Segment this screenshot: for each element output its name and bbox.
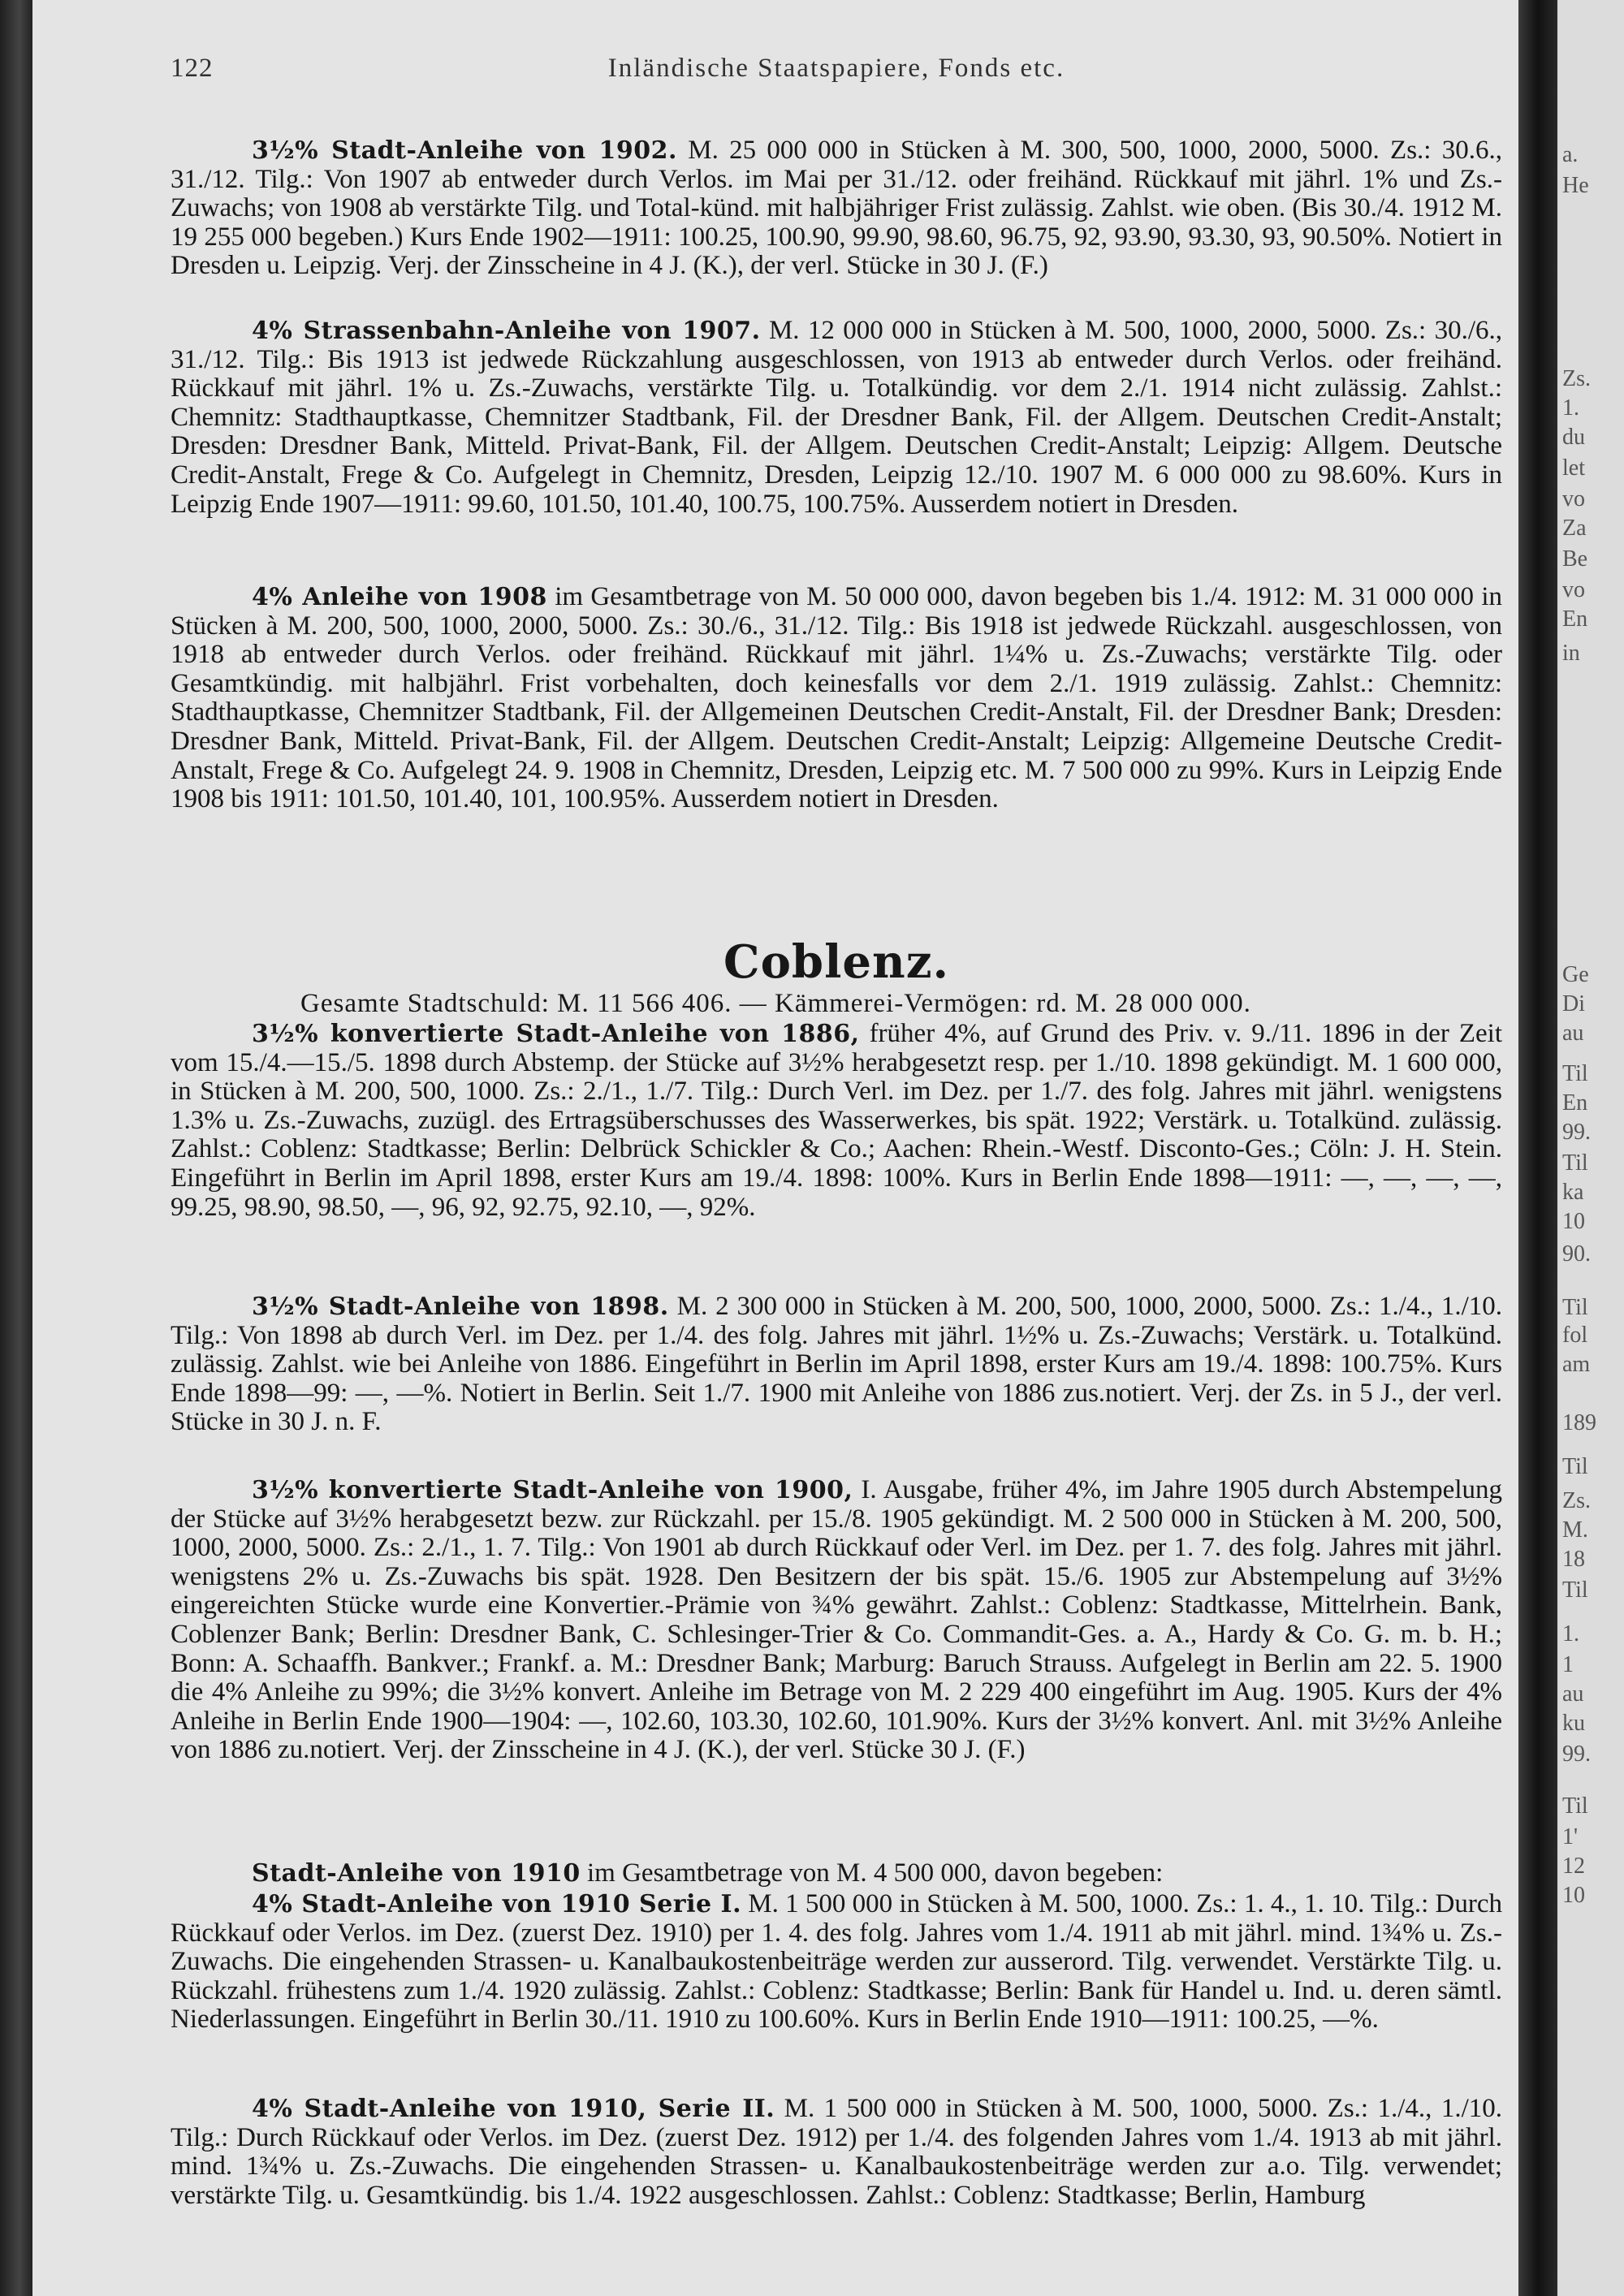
adjacent-page-fragment: 1.: [1562, 1621, 1579, 1646]
adjacent-page-fragment: vo: [1562, 577, 1585, 602]
adjacent-page-fragment: a.: [1562, 142, 1579, 167]
adjacent-page-fragment: Zs.: [1562, 366, 1591, 391]
page-number: 122: [171, 54, 214, 83]
adjacent-page-fragment: 1.: [1562, 395, 1579, 421]
adjacent-page-fragment: 1: [1562, 1652, 1574, 1677]
adjacent-page-fragment: 189: [1562, 1410, 1596, 1435]
bond-entry: [171, 1859, 1502, 1888]
adjacent-page-fragment: Til: [1562, 1150, 1588, 1176]
adjacent-page-fragment: am: [1562, 1352, 1591, 1377]
adjacent-page-fragment: au: [1562, 1681, 1584, 1707]
adjacent-page-fragment: 99.: [1562, 1741, 1591, 1767]
bond-entry: [171, 1890, 1502, 2035]
adjacent-page-fragment: du: [1562, 425, 1585, 450]
book-page: [32, 0, 1518, 2296]
adjacent-page-fragment: Til: [1562, 1577, 1588, 1603]
adjacent-page-fragment: 99.: [1562, 1120, 1591, 1145]
bond-title: 4% Stadt-Anleihe von 1910 Serie I.: [252, 1890, 742, 1918]
adjacent-page-fragment: 90.: [1562, 1241, 1591, 1267]
city-debt-summary: Gesamte Stadtschuld: M. 11 566 406. — Kämmerei-Vermögen: rd. M. 28 000 000.: [300, 989, 1251, 1018]
bond-details: M. 25 000 000 in Stücken à M. 300, 500, 1000, 2000, 5000. Zs.: 30.6., 31./12. Tilg.: Von 1907 ab entweder durch Verlos. im Mai per 31./12. oder freihänd. Rückkauf mit jährl. 1% und Zs.-Zuwachs; von 1908 ab verstärkte Tilg. und Total-künd. mit halbjähriger Frist zulässig. Zahlst. wie oben. (Bis 30./4. 1912 M. 19 255 000 begeben.) Kurs Ende 1902—1911: 100.25, 100.90, 99.90, 98.60, 96.75, 92, 93.90, 93.30, 93, 90.50%. Notiert in Dresden u. Leipzig. Verj. der Zinsscheine in 4 J. (K.), der verl. Stücke in 30 J. (F.): [171, 136, 1503, 281]
bond-details: im Gesamtbetrage von M. 4 500 000, davon begeben:: [580, 1858, 1164, 1888]
bond-entry: [171, 1020, 1502, 1222]
adjacent-page-fragment: 1': [1562, 1824, 1579, 1849]
header-title: Inländische Staatspapiere, Fonds etc.: [607, 54, 1065, 83]
bond-details: im Gesamtbetrage von M. 50 000 000, davon begeben bis 1./4. 1912: M. 31 000 000 in Stücken à M. 200, 500, 1000, 2000, 5000. Zs.: 30./6., 31./12. Tilg.: Bis 1918 ist jedwede Rückzahl. ausgeschlossen, von 1918 ab entweder durch Verlos. oder freihänd. Rückkauf mit jährl. 1¼% u. Zs.-Zuwachs; verstärkte Tilg. oder Gesamtkündig. mit halbjährl. Frist vorbehalten, doch keinesfalls vor dem 2./1. 1919 zulässig. Zahlst.: Chemnitz: Stadthauptkasse, Chemnitzer Stadtbank, Fil. der Allgemeinen Deutschen Credit-Anstalt, Fil. der Dresdner Bank; Dresden: Dresdner Bank, Mitteld. Privat-Bank, Fil. der Allgem. Deutschen Credit-Anstalt; Leipzig: Allgemeine Deutsche Credit-Anstalt, Frege & Co. Aufgelegt 24. 9. 1908 in Chemnitz, Dresden, Leipzig etc. M. 7 500 000 zu 99%. Kurs in Leipzig Ende 1908 bis 1911: 101.50, 101.40, 101, 100.95%. Ausserdem notiert in Dresden.: [171, 582, 1503, 814]
adjacent-page-fragment: He: [1562, 173, 1589, 198]
adjacent-page-fragment: Til: [1562, 1793, 1588, 1819]
adjacent-page-fragment: M.: [1562, 1517, 1588, 1543]
bond-entry: [171, 317, 1502, 519]
adjacent-page-fragment: ka: [1562, 1180, 1584, 1205]
adjacent-page-fragment: Di: [1562, 991, 1585, 1016]
adjacent-page-fragment: En: [1562, 1090, 1588, 1116]
adjacent-page-fragment: 10: [1562, 1883, 1585, 1908]
adjacent-page-fragment: vo: [1562, 486, 1585, 511]
adjacent-page-fragment: au: [1562, 1021, 1584, 1046]
bond-entry: [171, 583, 1502, 814]
adjacent-page-fragment: ku: [1562, 1711, 1585, 1736]
bond-details: M. 1 500 000 in Stücken à M. 500, 1000, 5000. Zs.: 1./4., 1./10. Tilg.: Durch Rückkauf oder Verlos. im Dez. (zuerst Dez. 1912) per 1./4. des folgenden Jahres vom 1./4. 1913 ab mit jährl. mind. 1¾% u. Zs.-Zuwachs. Die eingehenden Strassen- u. Kanalbaukostenbeiträge werden zur a.o. Tilg. verwendet; verstärkte Tilg. u. Gesamtkündig. bis 1./4. 1922 ausgeschlossen. Zahlst.: Coblenz: Stadtkasse; Berlin, Hamburg: [171, 2094, 1502, 2210]
bond-title: Stadt-Anleihe von 1910: [252, 1859, 581, 1888]
adjacent-page-edge: [1557, 0, 1624, 2296]
bond-title: 4% Strassenbahn-Anleihe von 1907.: [252, 317, 761, 345]
bond-title: 4% Anleihe von 1908: [252, 583, 547, 611]
adjacent-page-fragment: Zs.: [1562, 1488, 1591, 1513]
bond-details: früher 4%, auf Grund des Priv. v. 9./11. 1896 in der Zeit vom 15./4.—15./5. 1898 durch Abstemp. der Stücke auf 3½% herabgesetzt resp. per 1./10. 1898 gekündigt. M. 1 600 000, in Stücken à M. 200, 500, 1000. Zs.: 2./1., 1./7. Tilg.: Durch Verl. im Dez. per 1./7. des folg. Jahres mit jährl. wenigstens 1.3% u. Zs.-Zuwachs, zuzügl. des Ertragsüberschusses des Wasserwerkes, bis spät. 1922; Verstärk. u. Totalkünd. zulässig. Zahlst.: Coblenz: Stadtkasse; Berlin: Delbrück Schickler & Co.; Aachen: Rhein.-Westf. Disconto-Ges.; Cöln: J. H. Stein. Eingeführt in Berlin im April 1898, erster Kurs am 19./4. 1898: 100%. Kurs in Berlin Ende 1898—1911: —, —, —, —, 99.25, 98.90, 98.50, —, 96, 92, 92.75, 92.10, —, 92%.: [171, 1019, 1502, 1222]
adjacent-page-fragment: 10: [1562, 1209, 1585, 1234]
adjacent-page-fragment: En: [1562, 606, 1588, 632]
adjacent-page-fragment: Be: [1562, 546, 1588, 572]
adjacent-page-fragment: Til: [1562, 1454, 1588, 1479]
adjacent-page-fragment: 12: [1562, 1854, 1585, 1879]
adjacent-page-fragment: Za: [1562, 516, 1587, 541]
adjacent-page-fragment: 18: [1562, 1547, 1585, 1572]
running-header: [171, 54, 1502, 91]
bond-title: 4% Stadt-Anleihe von 1910, Serie II.: [252, 2095, 775, 2123]
section-heading: Coblenz.: [723, 935, 949, 989]
bond-title: 3½% konvertierte Stadt-Anleihe von 1900,: [252, 1476, 853, 1504]
adjacent-page-fragment: Til: [1562, 1295, 1588, 1320]
bond-entry: [171, 1293, 1502, 1437]
scan-gutter-right: [1518, 0, 1557, 2296]
scan-edge-left: [0, 0, 32, 2296]
bond-entry: [171, 2095, 1502, 2210]
adjacent-page-fragment: Ge: [1562, 962, 1589, 987]
adjacent-page-fragment: Til: [1562, 1061, 1588, 1086]
adjacent-page-fragment: let: [1562, 455, 1585, 481]
bond-entry: [171, 1476, 1502, 1765]
bond-title: 3½% Stadt-Anleihe von 1902.: [252, 136, 677, 165]
bond-details: M. 2 300 000 in Stücken à M. 200, 500, 1000, 2000, 5000. Zs.: 1./4., 1./10. Tilg.: Von 1898 ab durch Verl. im Dez. per 1./4. des folg. Jahres mit jährl. 1½% u. Zs.-Zuwachs; Verstärk. u. Totalkünd. zulässig. Zahlst. wie bei Anleihe von 1886. Eingeführt in Berlin im April 1898, erster Kurs am 19./4. 1898: 100.75%. Kurs Ende 1898—99: —, —%. Notiert in Berlin. Seit 1./7. 1900 mit Anleihe von 1886 zus.notiert. Verj. der Zs. in 5 J., der verl. Stücke in 30 J. n. F.: [171, 1292, 1503, 1437]
bond-title: 3½% konvertierte Stadt-Anleihe von 1886,: [252, 1020, 860, 1048]
bond-details: I. Ausgabe, früher 4%, im Jahre 1905 durch Abstempelung der Stücke auf 3½% herabgesetzt bezw. zur Rückzahl. per 15./8. 1905 gekündigt. M. 2 500 000 in Stücken à M. 200, 500, 1000, 2000, 5000. Zs.: 2./1., 1. 7. Tilg.: Von 1901 ab durch Rückkauf oder Verl. im Dez. per 1. 7. des folg. Jahres mit jährl. wenigstens 2% u. Zs.-Zuwachs bis spät. 1928. Den Besitzern der bis spät. 15./6. 1905 zur Abstempelung auf 3½% eingereichten Stücke wurde eine Konvertier.-Prämie von ¾% gewährt. Zahlst.: Coblenz: Stadtkasse, Mittelrhein. Bank, Coblenzer Bank; Berlin: Dresdner Bank, C. Schlesinger-Trier & Co. Commandit-Ges. a. A., Hardy & Co. G. m. b. H.; Bonn: A. Schaaffh. Bankver.; Frankf. a. M.: Dresdner Bank; Marburg: Baruch Strauss. Aufgelegt in Berlin am 22. 5. 1900 die 4% Anleihe zu 99%; die 3½% konvert. Anleihe im Betrage von M. 2 229 400 eingeführt im Aug. 1905. Kurs der 4% Anleihe in Berlin Ende 1900—1904: —, 102.60, 103.30, 102.60, 101.90%. Kurs der 3½% konvert. Anl. mit 3½% Anleihe von 1886 zu.notiert. Verj. der Zinsscheine in 4 J. (K.), der verl. Stücke 30 J. (F.): [171, 1475, 1502, 1765]
adjacent-page-fragment: fol: [1562, 1323, 1588, 1348]
bond-details: M. 1 500 000 in Stücken à M. 500, 1000. Zs.: 1. 4., 1. 10. Tilg.: Durch Rückkauf oder Verlos. im Dez. (zuerst Dez. 1910) per 1. 4. des folg. Jahres vom 1./4. 1911 ab mit jährl. mind. 1¾% u. Zs.-Zuwachs. Die eingehenden Strassen- u. Kanalbaukostenbeiträge werden zur ausserord. Tilg. verwendet. Verstärkte Tilg. u. Rückzahl. frühestens zum 1./4. 1920 zulässig. Zahlst.: Coblenz: Stadtkasse; Berlin: Bank für Handel u. Ind. u. deren sämtl. Niederlassungen. Eingeführt in Berlin 30./11. 1910 zu 100.60%. Kurs in Berlin Ende 1910—1911: 100.25, —%.: [171, 1889, 1503, 2035]
bond-details: M. 12 000 000 in Stücken à M. 500, 1000, 2000, 5000. Zs.: 30./6., 31./12. Tilg.: Bis 1913 ist jedwede Rückzahlung ausgeschlossen, von 1913 ab entweder durch Verlos. oder freihänd. Rückkauf mit jährl. 1% u. Zs.-Zuwachs, verstärkte Tilg. u. Totalkündig. vor dem 2./1. 1914 nicht zulässig. Zahlst.: Chemnitz: Stadthauptkasse, Chemnitzer Stadtbank, Fil. der Dresdner Bank, Fil. der Allgem. Deutschen Credit-Anstalt; Dresden: Dresdner Bank, Mitteld. Privat-Bank, Fil. der Allgem. Deutschen Credit-Anstalt; Leipzig: Allgem. Deutsche Credit-Anstalt, Frege & Co. Aufgelegt in Chemnitz, Dresden, Leipzig 12./10. 1907 M. 6 000 000 zu 98.60%. Kurs in Leipzig Ende 1907—1911: 99.60, 101.50, 101.40, 100.75, 100.75%. Ausserdem notiert in Dresden.: [171, 316, 1502, 519]
bond-entry: [171, 136, 1502, 281]
bond-title: 3½% Stadt-Anleihe von 1898.: [252, 1293, 669, 1321]
adjacent-page-fragment: in: [1562, 641, 1580, 666]
